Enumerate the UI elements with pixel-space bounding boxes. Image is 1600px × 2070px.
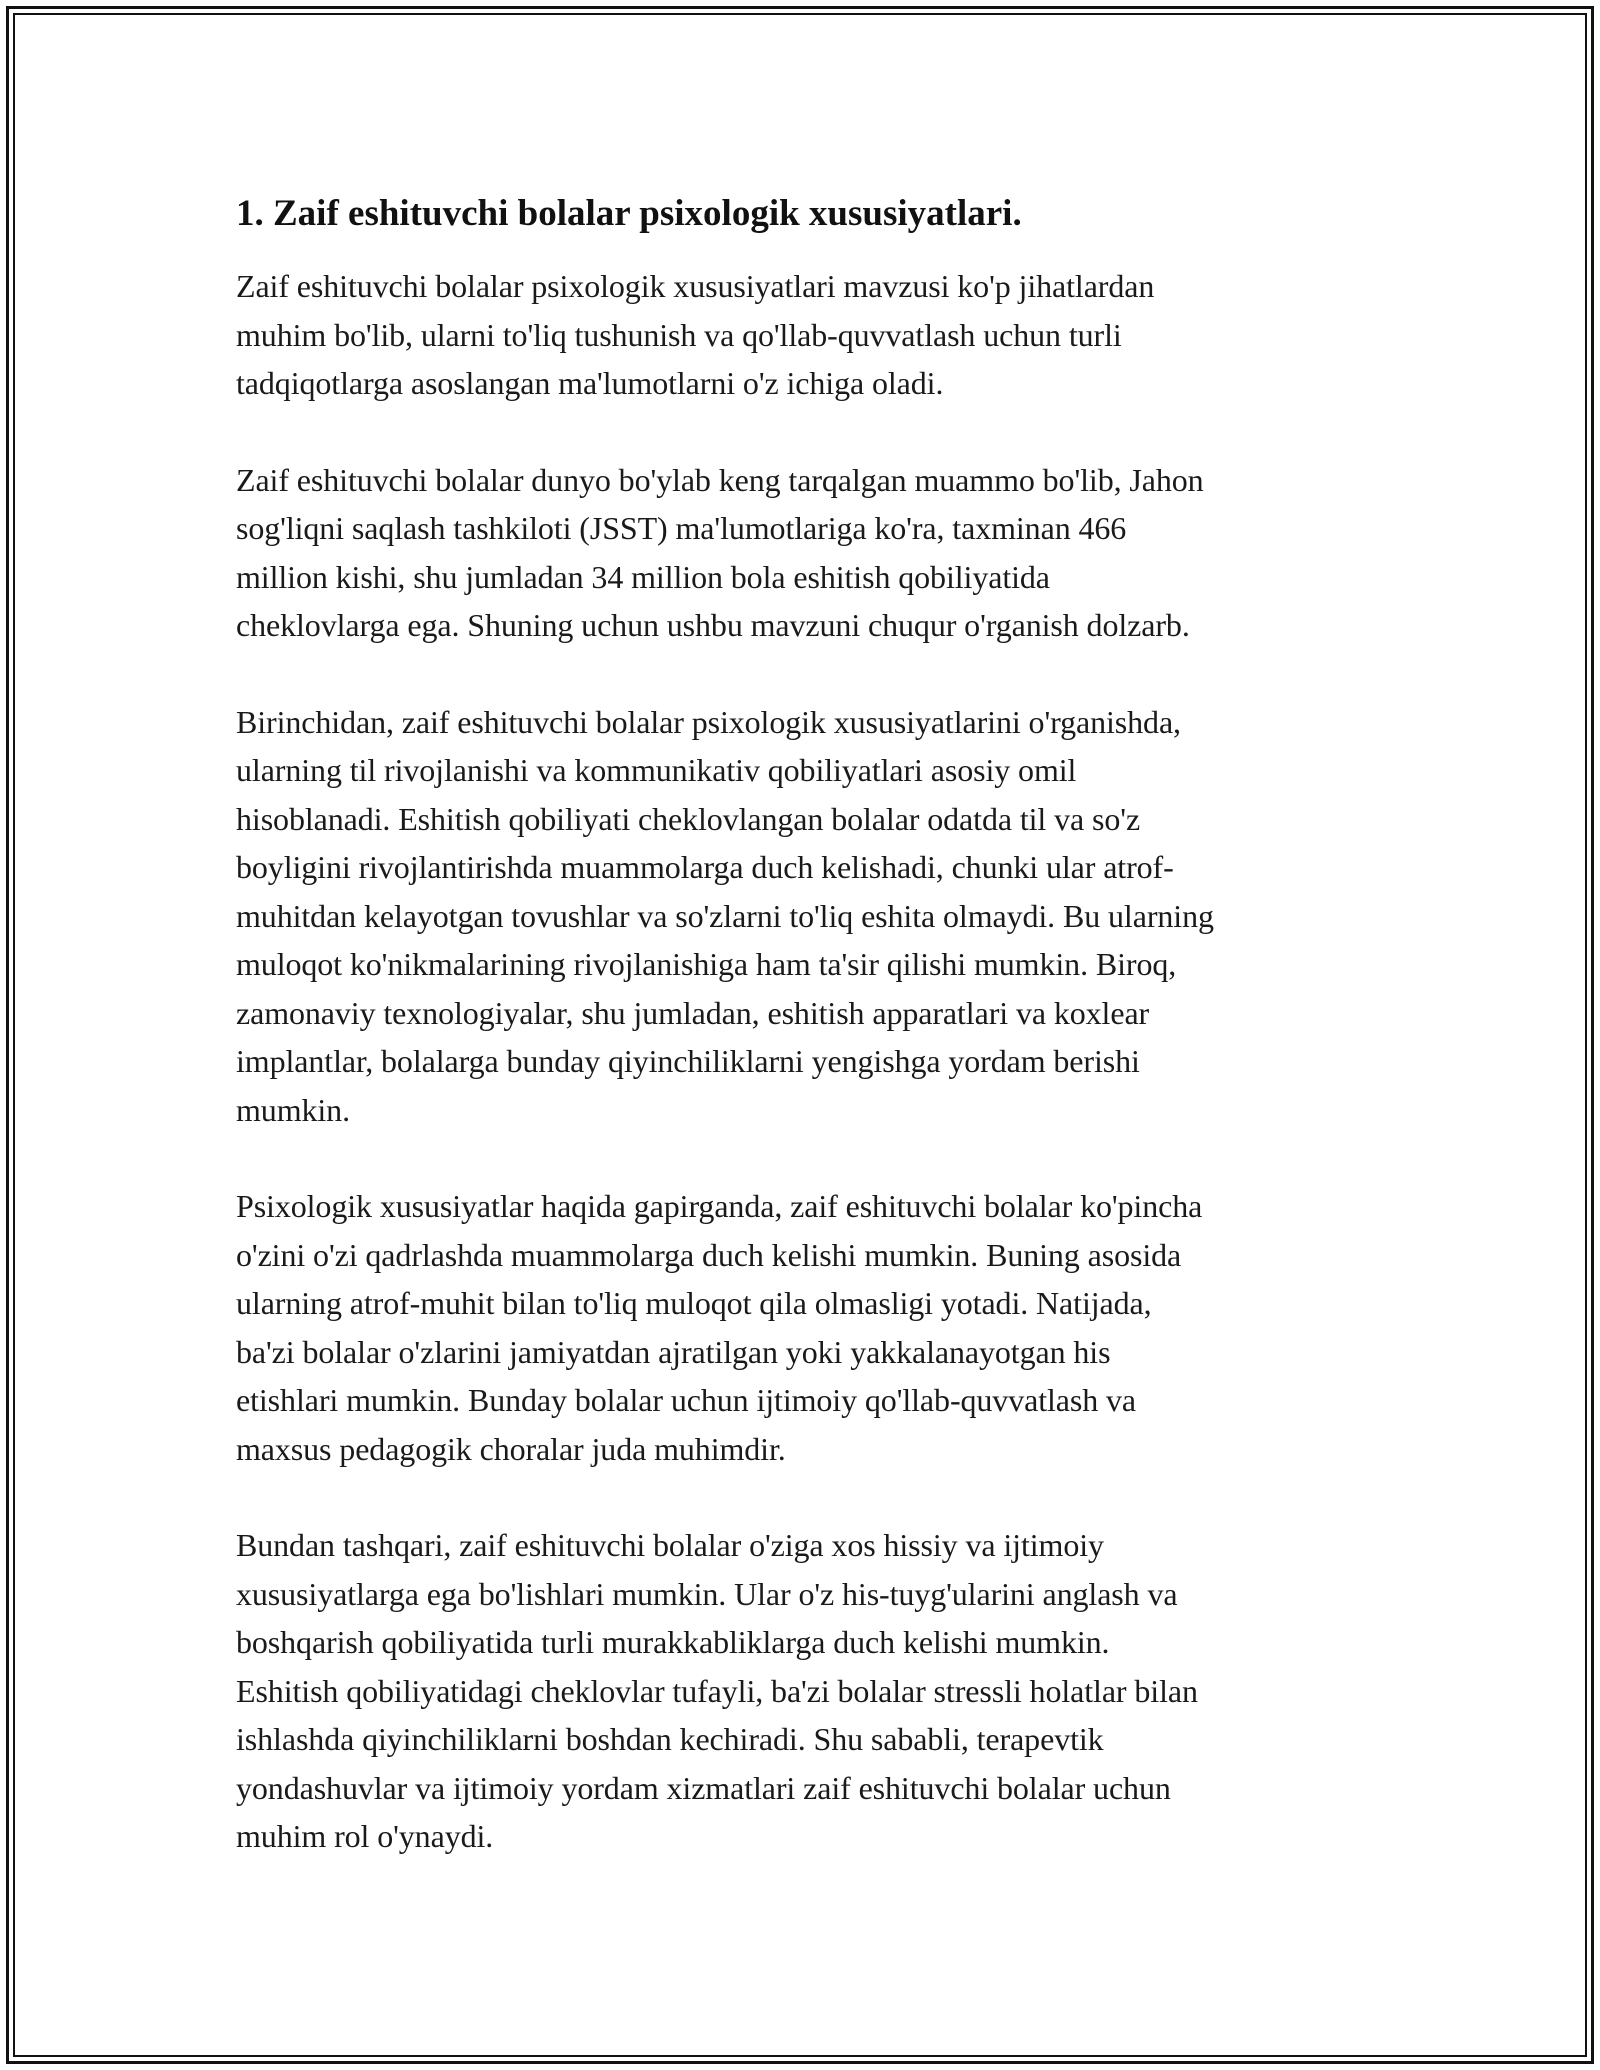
text-line: muhim rol o'ynaydi.	[236, 1818, 494, 1854]
text-line: Birinchidan, zaif eshituvchi bolalar psixologik xususiyatlarini o'rganishda,	[236, 703, 1181, 740]
text-line: implantlar, bolalarga bunday qiyinchiliklarni yengishga yordam berishi	[236, 1043, 1140, 1079]
paragraph-3	[236, 698, 1376, 1135]
paragraph-1	[236, 262, 1376, 408]
paragraph-2	[236, 456, 1376, 650]
text-line: muhitdan kelayotgan tovushlar va so'zlarni to'liq eshita olmaydi. Bu ularning	[236, 897, 1214, 934]
text-line: hisoblanadi. Eshitish qobiliyati cheklovlangan bolalar odatda til va so'z	[236, 800, 1141, 837]
text-line: ba'zi bolalar o'zlarini jamiyatdan ajratilgan yoki yakkalanayotgan his	[236, 1333, 1111, 1370]
text-line: yondashuvlar va ijtimoiy yordam xizmatlari zaif eshituvchi bolalar uchun	[236, 1769, 1171, 1806]
document-body	[236, 188, 1376, 1861]
text-line: muhim bo'lib, ularni to'liq tushunish va qo'llab-quvvatlash uchun turli	[236, 316, 1122, 353]
paragraph-5	[236, 1521, 1376, 1861]
text-line: Psixologik xususiyatlar haqida gapirganda, zaif eshituvchi bolalar ko'pincha	[236, 1188, 1203, 1224]
text-line: Zaif eshituvchi bolalar dunyo bo'ylab keng tarqalgan muammo bo'lib, Jahon	[236, 461, 1204, 498]
text-line: tadqiqotlarga asoslangan ma'lumotlarni o'z ichiga oladi.	[236, 365, 944, 401]
text-line: etishlari mumkin. Bunday bolalar uchun ijtimoiy qo'llab-quvvatlash va	[236, 1382, 1137, 1418]
text-line: boyligini rivojlantirishda muammolarga duch kelishadi, chunki ular atrof-	[236, 849, 1174, 885]
paragraph-4	[236, 1182, 1376, 1473]
text-line: Eshitish qobiliyatidagi cheklovlar tufayli, ba'zi bolalar stressli holatlar bilan	[236, 1672, 1198, 1709]
text-line: million kishi, shu jumladan 34 million bola eshitish qobiliyatida	[236, 558, 1050, 595]
text-line: ularning til rivojlanishi va kommunikativ qobiliyatlari asosiy omil	[236, 752, 1077, 788]
text-line: boshqarish qobiliyatida turli murakkabliklarga duch kelishi mumkin.	[236, 1624, 1110, 1660]
text-line: ularning atrof-muhit bilan to'liq muloqot qila olmasligi yotadi. Natijada,	[236, 1285, 1152, 1321]
text-line: Zaif eshituvchi bolalar psixologik xususiyatlari mavzusi ko'p jihatlardan	[236, 268, 1155, 304]
text-line: zamonaviy texnologiyalar, shu jumladan, eshitish apparatlari va koxlear	[236, 994, 1150, 1031]
text-line: mumkin.	[236, 1091, 350, 1128]
text-line: muloqot ko'nikmalarining rivojlanishiga ham ta'sir qilishi mumkin. Biroq,	[236, 946, 1177, 982]
text-line: maxsus pedagogik choralar juda muhimdir.	[236, 1430, 786, 1467]
section-heading: 1. Zaif eshituvchi bolalar psixologik xususiyatlari.	[236, 193, 1022, 234]
text-line: Bundan tashqari, zaif eshituvchi bolalar o'ziga xos hissiy va ijtimoiy	[236, 1527, 1104, 1563]
text-line: cheklovlarga ega. Shuning uchun ushbu mavzuni chuqur o'rganish dolzarb.	[236, 607, 1190, 643]
text-line: xususiyatlarga ega bo'lishlari mumkin. Ular o'z his-tuyg'ularini anglash va	[236, 1575, 1178, 1612]
text-line: ishlashda qiyinchiliklarni boshdan kechiradi. Shu sababli, terapevtik	[236, 1721, 1104, 1757]
text-line: sog'liqni saqlash tashkiloti (JSST) ma'lumotlariga ko'ra, taxminan 466	[236, 510, 1127, 546]
text-line: o'zini o'zi qadrlashda muammolarga duch kelishi mumkin. Buning asosida	[236, 1236, 1182, 1273]
